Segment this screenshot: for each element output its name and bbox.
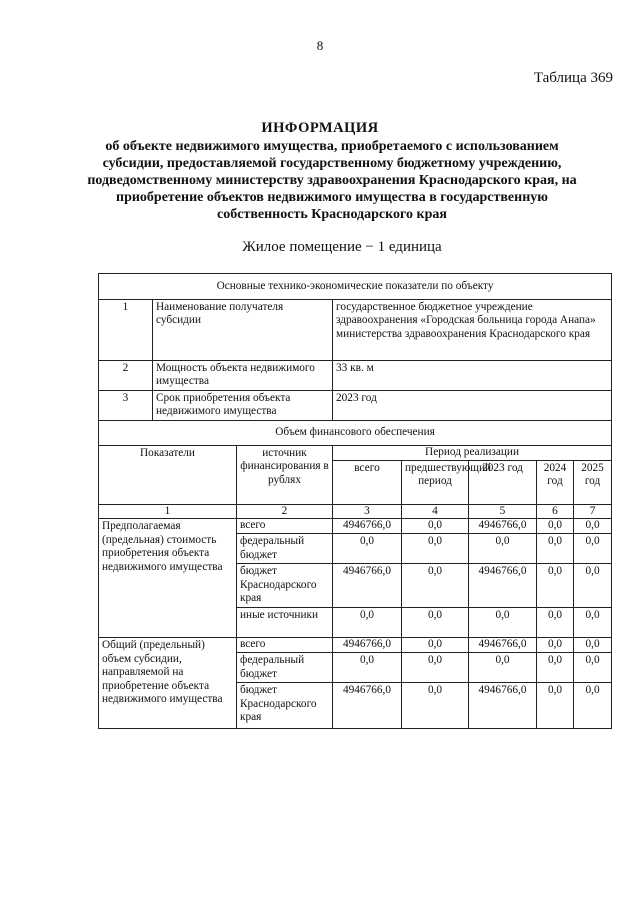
column-number: 1 — [99, 505, 237, 519]
value-2023: 0,0 — [469, 653, 537, 683]
value-2024: 0,0 — [537, 608, 574, 638]
value-total: 4946766,0 — [333, 564, 402, 608]
value-total: 0,0 — [333, 608, 402, 638]
table-row — [99, 361, 612, 391]
value-2024: 0,0 — [537, 534, 574, 564]
table-row — [99, 391, 612, 421]
row-number: 1 — [99, 300, 153, 361]
source-cell: всего — [237, 638, 333, 653]
header-previous-period: предшествующий период — [402, 461, 469, 505]
value-2025: 0,0 — [574, 683, 612, 729]
value-total: 0,0 — [333, 534, 402, 564]
value-previous: 0,0 — [402, 564, 469, 608]
info-table — [98, 273, 612, 729]
header-2023: 2023 год — [469, 461, 537, 505]
column-number: 7 — [574, 505, 612, 519]
group-label: Предполагаемая (предельная) стоимость приобретения объекта недвижимого имущества — [99, 519, 237, 638]
value-2023: 4946766,0 — [469, 683, 537, 729]
value-previous: 0,0 — [402, 534, 469, 564]
column-number: 2 — [237, 505, 333, 519]
header-2024: 2024 год — [537, 461, 574, 505]
table-row — [99, 300, 612, 361]
value-total: 4946766,0 — [333, 683, 402, 729]
table-row — [99, 638, 612, 653]
value-total: 4946766,0 — [333, 519, 402, 534]
value-total: 0,0 — [333, 653, 402, 683]
header-total: всего — [333, 461, 402, 505]
value-2024: 0,0 — [537, 519, 574, 534]
column-number: 3 — [333, 505, 402, 519]
row-value: государственное бюджетное учреждение здравоохранения «Городская больница города Анапа» министерства здравоохранения Краснодарского края — [333, 300, 612, 361]
section-title-financing: Объем финансового обеспечения — [99, 421, 612, 446]
group-label: Общий (предельный) объем субсидии, направляемой на приобретение объекта недвижимого имущества — [99, 638, 237, 729]
row-label: Мощность объекта недвижимого имущества — [153, 361, 333, 391]
value-2023: 0,0 — [469, 608, 537, 638]
value-2024: 0,0 — [537, 653, 574, 683]
column-number: 5 — [469, 505, 537, 519]
value-previous: 0,0 — [402, 638, 469, 653]
source-cell: федеральный бюджет — [237, 653, 333, 683]
row-number: 2 — [99, 361, 153, 391]
row-number: 3 — [99, 391, 153, 421]
value-2023: 4946766,0 — [469, 638, 537, 653]
value-2025: 0,0 — [574, 519, 612, 534]
value-2023: 4946766,0 — [469, 564, 537, 608]
source-cell: иные источники — [237, 608, 333, 638]
value-2023: 0,0 — [469, 534, 537, 564]
value-2025: 0,0 — [574, 653, 612, 683]
row-label: Срок приобретения объекта недвижимого имущества — [153, 391, 333, 421]
value-total: 4946766,0 — [333, 638, 402, 653]
row-value: 2023 год — [333, 391, 612, 421]
page-number: 8 — [316, 38, 324, 53]
table-row — [99, 519, 612, 534]
value-2025: 0,0 — [574, 608, 612, 638]
value-2025: 0,0 — [574, 534, 612, 564]
source-cell: бюджет Краснодарского края — [237, 564, 333, 608]
value-previous: 0,0 — [402, 683, 469, 729]
value-2024: 0,0 — [537, 683, 574, 729]
source-cell: бюджет Краснодарского края — [237, 683, 333, 729]
document-title: ИНФОРМАЦИЯ — [261, 120, 379, 136]
value-2025: 0,0 — [574, 564, 612, 608]
column-numbers-row — [99, 505, 612, 519]
unit-line: Жилое помещение − 1 единица — [242, 239, 442, 255]
value-previous: 0,0 — [402, 519, 469, 534]
table-number: Таблица 369 — [533, 70, 613, 86]
source-cell: федеральный бюджет — [237, 534, 333, 564]
value-2024: 0,0 — [537, 564, 574, 608]
value-2023: 4946766,0 — [469, 519, 537, 534]
document-subtitle: об объекте недвижимого имущества, приобретаемого с использованием субсидии, предоставляемой государственному бюджетному учреждению, подведомственному министерству здравоохранения Краснодарского края, на приобретение объектов недвижимого имущества в государственную собственность Краснодарского края — [87, 139, 577, 222]
source-cell: всего — [237, 519, 333, 534]
row-label: Наименование получателя субсидии — [153, 300, 333, 361]
value-2024: 0,0 — [537, 638, 574, 653]
header-source: источник финансирования в рублях — [237, 446, 333, 505]
header-period: Период реализации — [333, 446, 612, 461]
value-previous: 0,0 — [402, 608, 469, 638]
value-previous: 0,0 — [402, 653, 469, 683]
column-number: 4 — [402, 505, 469, 519]
header-2025: 2025 год — [574, 461, 612, 505]
section-title-main-indicators: Основные технико-экономические показатели по объекту — [99, 274, 612, 300]
header-indicators: Показатели — [99, 446, 237, 505]
value-2025: 0,0 — [574, 638, 612, 653]
row-value: 33 кв. м — [333, 361, 612, 391]
column-number: 6 — [537, 505, 574, 519]
